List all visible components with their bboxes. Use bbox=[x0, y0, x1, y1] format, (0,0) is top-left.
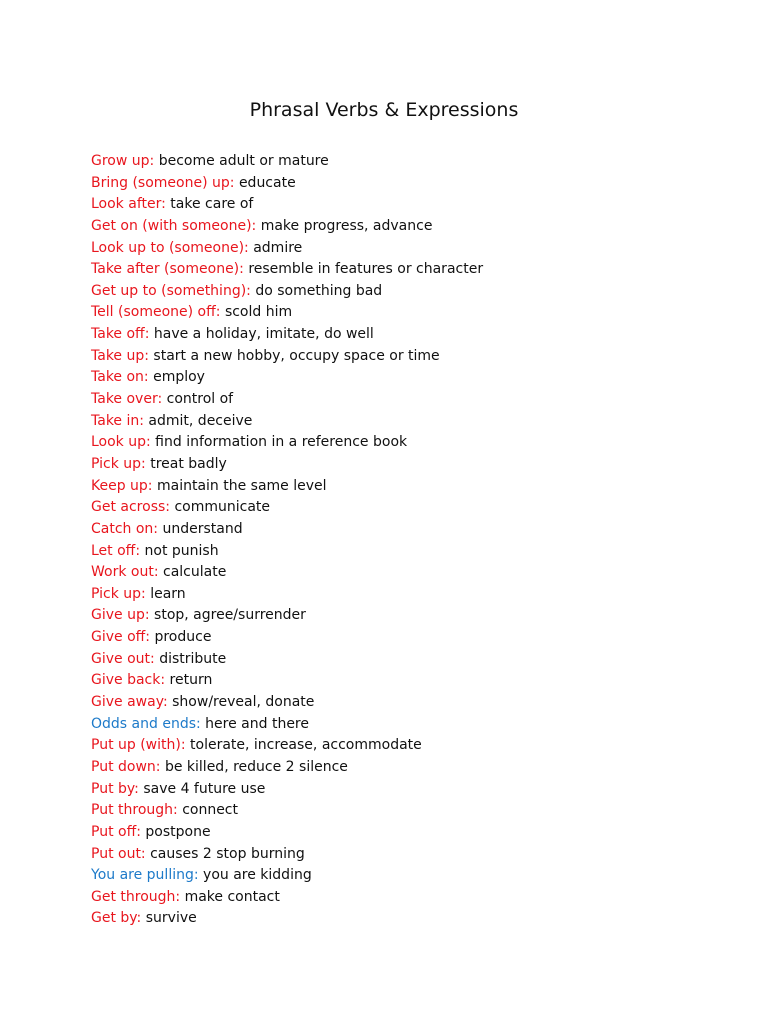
phrasal-verb-definition: not punish bbox=[144, 542, 219, 559]
phrasal-verb-term: Work out: bbox=[91, 564, 159, 581]
phrasal-verb-term: Give back: bbox=[91, 672, 166, 689]
phrasal-verb-term: Put by: bbox=[91, 780, 139, 797]
phrasal-verb-term: Put out: bbox=[91, 845, 146, 862]
phrasal-verb-term: Pick up: bbox=[91, 585, 146, 602]
phrasal-verb-term: Get through: bbox=[91, 888, 181, 905]
phrasal-verb-definition: here and there bbox=[205, 715, 309, 732]
list-item bbox=[91, 411, 731, 433]
phrasal-verb-definition: communicate bbox=[174, 499, 271, 516]
list-item bbox=[91, 173, 731, 195]
phrasal-verb-definition: tolerate, increase, accommodate bbox=[190, 737, 422, 754]
phrasal-verb-definition: find information in a reference book bbox=[155, 434, 408, 451]
list-item bbox=[91, 367, 731, 389]
phrasal-verb-term: Give up: bbox=[91, 607, 150, 624]
phrasal-verb-term: Give out: bbox=[91, 650, 155, 667]
phrasal-verb-term: Take up: bbox=[91, 347, 149, 364]
phrasal-verb-definition: employ bbox=[153, 369, 205, 386]
phrasal-verb-term: Keep up: bbox=[91, 477, 153, 494]
phrasal-verb-term: Take on: bbox=[91, 369, 149, 386]
list-item bbox=[91, 844, 731, 866]
list-item bbox=[91, 259, 731, 281]
list-item bbox=[91, 584, 731, 606]
phrasal-verb-term: Let off: bbox=[91, 542, 141, 559]
phrasal-verb-term: Bring (someone) up: bbox=[91, 174, 235, 191]
phrasal-verb-definition: treat badly bbox=[150, 455, 227, 472]
phrasal-verb-definition: make contact bbox=[184, 888, 280, 905]
list-item bbox=[91, 194, 731, 216]
list-item bbox=[91, 476, 731, 498]
phrasal-verb-term: Get across: bbox=[91, 499, 170, 516]
phrasal-verb-definition: distribute bbox=[159, 650, 227, 667]
phrasal-verb-definition: start a new hobby, occupy space or time bbox=[153, 347, 440, 364]
list-item bbox=[91, 238, 731, 260]
phrasal-verb-list bbox=[91, 151, 731, 930]
list-item bbox=[91, 389, 731, 411]
phrasal-verb-term: Tell (someone) off: bbox=[91, 304, 221, 321]
phrasal-verb-definition: resemble in features or character bbox=[248, 261, 484, 278]
phrasal-verb-term: Get by: bbox=[91, 910, 142, 927]
phrasal-verb-term: Look after: bbox=[91, 196, 166, 213]
phrasal-verb-definition: postpone bbox=[145, 823, 211, 840]
phrasal-verb-term: Give away: bbox=[91, 694, 168, 711]
list-item bbox=[91, 649, 731, 671]
phrasal-verb-definition: connect bbox=[182, 802, 238, 819]
phrasal-verb-definition: understand bbox=[162, 520, 243, 537]
list-item bbox=[91, 605, 731, 627]
phrasal-verb-definition: make progress, advance bbox=[260, 217, 433, 234]
phrasal-verb-definition: become adult or mature bbox=[158, 153, 329, 169]
list-item bbox=[91, 324, 731, 346]
list-item bbox=[91, 779, 731, 801]
list-item bbox=[91, 692, 731, 714]
list-item bbox=[91, 887, 731, 909]
phrasal-verb-definition: save 4 future use bbox=[143, 780, 266, 797]
phrasal-verb-term: Put off: bbox=[91, 823, 141, 840]
phrasal-verb-term: Put down: bbox=[91, 758, 161, 775]
phrasal-verb-definition: you are kidding bbox=[203, 867, 312, 884]
list-item bbox=[91, 151, 731, 173]
phrasal-verb-definition: admire bbox=[253, 239, 303, 256]
list-item bbox=[91, 822, 731, 844]
phrasal-verb-term: Odds and ends: bbox=[91, 715, 201, 732]
phrasal-verb-term: Pick up: bbox=[91, 455, 146, 472]
phrasal-verb-definition: control of bbox=[166, 391, 234, 408]
phrasal-verb-definition: maintain the same level bbox=[156, 477, 327, 494]
phrasal-verb-term: Take over: bbox=[91, 391, 163, 408]
phrasal-verb-term: Take after (someone): bbox=[91, 261, 244, 278]
list-item bbox=[91, 627, 731, 649]
list-item bbox=[91, 432, 731, 454]
phrasal-verb-definition: admit, deceive bbox=[148, 412, 253, 429]
list-item bbox=[91, 757, 731, 779]
phrasal-verb-term: Catch on: bbox=[91, 520, 159, 537]
phrasal-verb-term: Give off: bbox=[91, 629, 151, 646]
phrasal-verb-definition: show/reveal, donate bbox=[172, 694, 315, 711]
phrasal-verb-term: Look up to (someone): bbox=[91, 239, 249, 256]
phrasal-verb-definition: calculate bbox=[163, 564, 227, 581]
phrasal-verb-term: Put up (with): bbox=[91, 737, 186, 754]
phrasal-verb-definition: stop, agree/surrender bbox=[154, 607, 306, 624]
list-item bbox=[91, 216, 731, 238]
phrasal-verb-term: Look up: bbox=[91, 434, 151, 451]
phrasal-verb-term: Get up to (something): bbox=[91, 282, 251, 299]
phrasal-verb-definition: causes 2 stop burning bbox=[150, 845, 305, 862]
list-item bbox=[91, 519, 731, 541]
list-item bbox=[91, 670, 731, 692]
phrasal-verb-definition: be killed, reduce 2 silence bbox=[164, 758, 348, 775]
page-title: Phrasal Verbs & Expressions bbox=[249, 99, 519, 121]
list-item bbox=[91, 735, 731, 757]
phrasal-verb-definition: educate bbox=[238, 174, 296, 191]
list-item bbox=[91, 908, 731, 930]
phrasal-verb-definition: produce bbox=[154, 629, 212, 646]
phrasal-verb-term: Grow up: bbox=[91, 153, 155, 169]
phrasal-verb-term: Get on (with someone): bbox=[91, 217, 257, 234]
list-item bbox=[91, 541, 731, 563]
phrasal-verb-definition: return bbox=[169, 672, 213, 689]
phrasal-verb-term: You are pulling: bbox=[91, 867, 199, 884]
list-item bbox=[91, 346, 731, 368]
phrasal-verb-definition: take care of bbox=[170, 196, 254, 213]
list-item bbox=[91, 281, 731, 303]
list-item bbox=[91, 497, 731, 519]
phrasal-verb-definition: learn bbox=[150, 585, 186, 602]
list-item bbox=[91, 562, 731, 584]
phrasal-verb-definition: have a holiday, imitate, do well bbox=[153, 326, 374, 343]
phrasal-verb-term: Take in: bbox=[91, 412, 144, 429]
phrasal-verb-definition: scold him bbox=[224, 304, 293, 321]
list-item bbox=[91, 302, 731, 324]
list-item bbox=[91, 714, 731, 736]
phrasal-verb-definition: survive bbox=[145, 910, 197, 927]
list-item bbox=[91, 454, 731, 476]
list-item bbox=[91, 865, 731, 887]
phrasal-verb-term: Put through: bbox=[91, 802, 178, 819]
list-item bbox=[91, 800, 731, 822]
phrasal-verb-definition: do something bad bbox=[255, 282, 383, 299]
phrasal-verb-term: Take off: bbox=[91, 326, 150, 343]
